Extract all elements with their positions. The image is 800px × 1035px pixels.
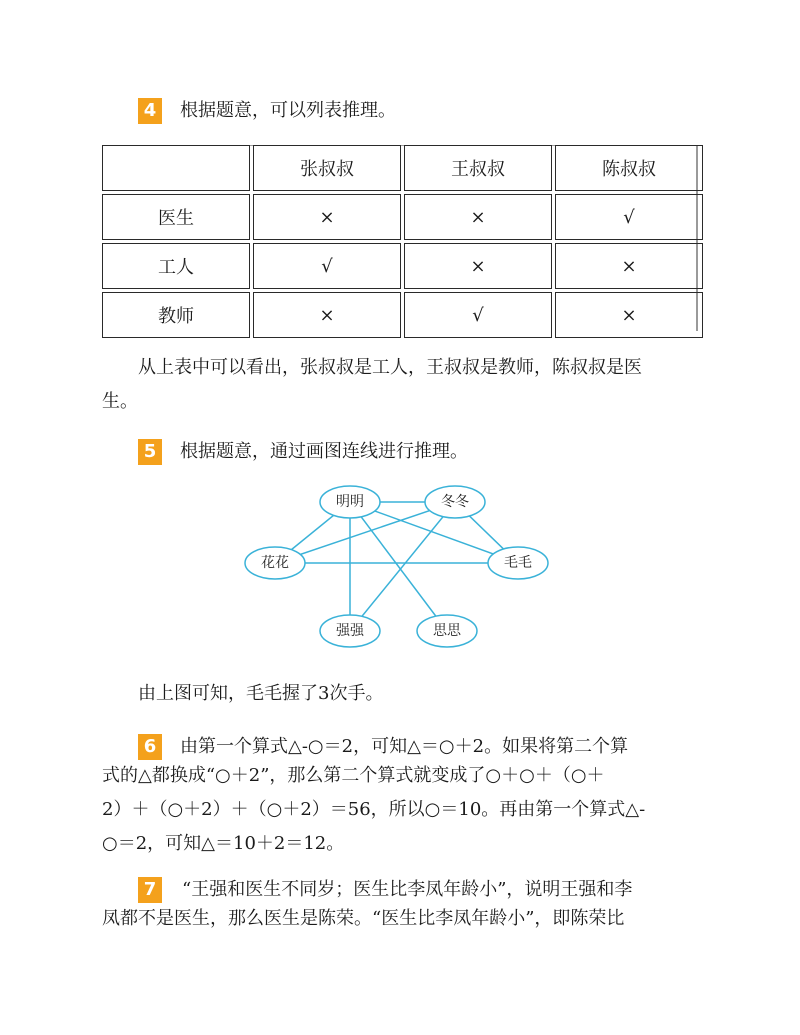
section-5-conclusion: 由上图可知，毛毛握了3次手。 <box>138 683 384 704</box>
section-4-badge: 4 <box>138 98 162 124</box>
table-header-cell: 王叔叔 <box>404 145 552 191</box>
diagram-edges <box>275 502 518 631</box>
node-sisi <box>417 615 477 647</box>
section-7-badge: 7 <box>138 877 162 903</box>
table-cell: √ <box>253 243 401 289</box>
table-cell: × <box>253 194 401 240</box>
node-dongdong <box>425 486 485 518</box>
table-cell: √ <box>404 292 552 338</box>
node-label: 明明 <box>336 494 364 510</box>
node-maomao <box>488 547 548 579</box>
table-cell: × <box>555 292 703 338</box>
section-7-body <box>102 902 702 936</box>
node-mingming <box>320 486 380 518</box>
table-row-label: 教师 <box>102 292 250 338</box>
paragraph-line: ○＝2，可知△＝10＋2＝12。 <box>102 833 345 854</box>
node-label: 毛毛 <box>504 555 532 571</box>
table-row-label: 工人 <box>102 243 250 289</box>
section-6-badge: 6 <box>138 734 162 760</box>
section-5-intro: 根据题意，通过画图连线进行推理。 <box>180 441 468 462</box>
section-4-intro: 根据题意，可以列表推理。 <box>180 100 396 121</box>
paragraph-line: 式的△都换成“○＋2”，那么第二个算式就变成了○＋○＋（○＋ <box>102 765 605 786</box>
table-row-label: 医生 <box>102 194 250 240</box>
table-header-cell: 陈叔叔 <box>555 145 703 191</box>
section-7-line-1: “王强和医生不同岁；医生比李凤年龄小”，说明王强和李 <box>182 879 633 900</box>
section-6-line-1: 由第一个算式△-○＝2，可知△＝○＋2。如果将第二个算 <box>180 736 629 757</box>
section-6-body <box>102 759 702 861</box>
paragraph-line: 2）＋（○＋2）＋（○＋2）＝56，所以○＝10。再由第一个算式△- <box>102 799 646 820</box>
table-cell: × <box>404 243 552 289</box>
conclusion-line: 从上表中可以看出，张叔叔是工人，王叔叔是教师，陈叔叔是医 <box>138 357 642 378</box>
paragraph-line: 凤都不是医生，那么医生是陈荣。“医生比李凤年龄小”，即陈荣比 <box>102 908 625 929</box>
node-qiangqiang <box>320 615 380 647</box>
table-cell: × <box>404 194 552 240</box>
node-label: 冬冬 <box>441 494 469 510</box>
section-5-badge: 5 <box>138 439 162 465</box>
table-cell: √ <box>555 194 703 240</box>
table-header-cell: 张叔叔 <box>253 145 401 191</box>
table-cell: × <box>253 292 401 338</box>
node-huahua <box>245 547 305 579</box>
node-label: 花花 <box>261 555 289 571</box>
node-label: 思思 <box>433 623 461 639</box>
node-label: 强强 <box>336 623 364 639</box>
conclusion-line: 生。 <box>102 391 138 412</box>
table-cell: × <box>555 243 703 289</box>
